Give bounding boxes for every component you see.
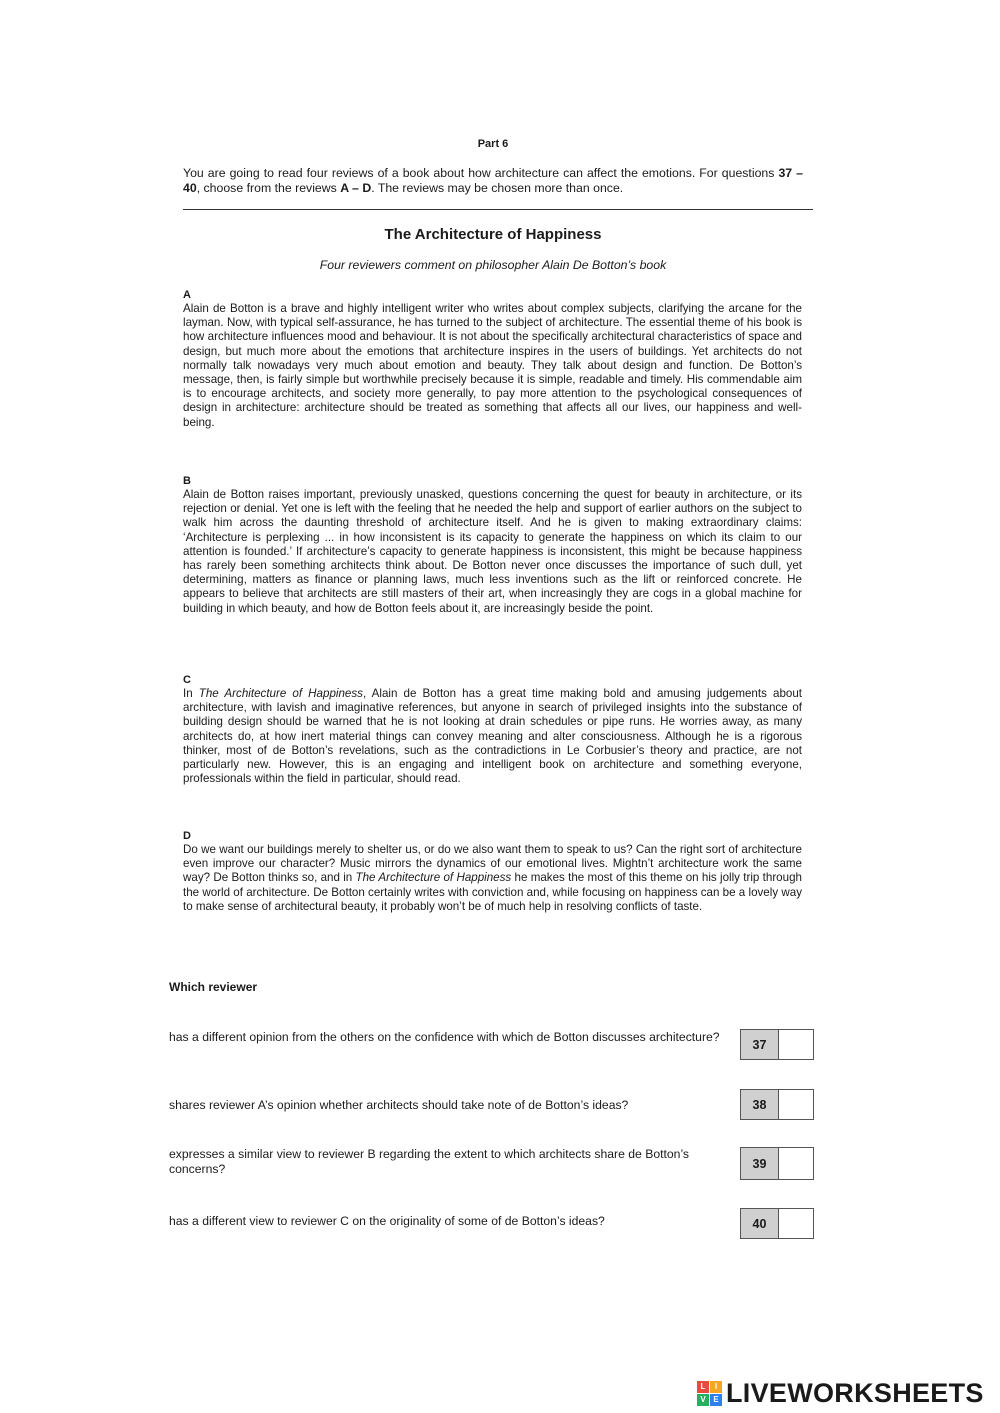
question-39-box bbox=[740, 1147, 814, 1180]
divider bbox=[183, 209, 813, 210]
review-body: Alain de Botton is a brave and highly intelligent writer who writes about complex subjects, clarifying the arcane for the layman. Now, with typical self-assurance, he has turned to the subject of architecture. The essential theme of his book is how architecture influences mood and behaviour. It is not about the specifically architectural characteristics of space and design, but much more about the emotions that architecture inspires in the users of buildings. Yet architects do not normally talk nowadays very much about emotion and beauty. They talk about design and function. De Botton’s message, then, is fairly simple but worthwhile precisely because it is simple, readable and timely. His commendable aim is to encourage architects, and society more generally, to pay more attention to the psychological consequences of design in architecture: architecture should be treated as something that affects all our lives, our happiness and well-being. bbox=[183, 302, 802, 429]
answer-field-40[interactable] bbox=[779, 1209, 813, 1238]
logo-letter: L bbox=[697, 1381, 709, 1393]
document-title: The Architecture of Happiness bbox=[384, 226, 602, 243]
part-title: Part 6 bbox=[477, 138, 509, 150]
question-39-text: expresses a similar view to reviewer B regarding the extent to which architects share de Botton’s concerns? bbox=[169, 1147, 690, 1176]
logo-text: LIVEWORKSHEETS bbox=[726, 1377, 984, 1408]
liveworksheets-logo[interactable] bbox=[697, 1378, 984, 1408]
review-letter: A bbox=[183, 289, 191, 301]
question-38-text: shares reviewer A’s opinion whether architects should take note of de Botton’s ideas? bbox=[169, 1098, 629, 1112]
questions-heading: Which reviewer bbox=[169, 980, 258, 994]
question-number: 39 bbox=[741, 1148, 779, 1179]
answer-field-37[interactable] bbox=[779, 1030, 813, 1059]
review-letter: D bbox=[183, 830, 191, 842]
question-number: 37 bbox=[741, 1030, 779, 1059]
question-number: 38 bbox=[741, 1090, 779, 1119]
review-letter: B bbox=[183, 475, 191, 487]
review-body: Alain de Botton raises important, previously unasked, questions concerning the quest for beauty in architecture, or its rejection or denial. Yet one is left with the feeling that he needed the help and support of earlier authors on the subject to walk him across the daunting threshold of architecture itself. And he is given to making extraordinary claims: ‘Architecture is perplexing ... in how inconsistent is its capacity to generate the happiness on which its claim to our attention is founded.’ If architecture’s capacity to generate happiness is inconsistent, this might be because happiness has rarely been something architects think about. De Botton never once discusses the importance of such dull, yet determining, matters as finance or planning laws, much less inventions such as the lift or reinforced concrete. He appears to believe that architects are still masters of their art, when increasingly they are cogs in a global machine for building in which beauty, and how de Botton feels about it, are increasingly beside the point. bbox=[183, 488, 802, 615]
instructions: You are going to read four reviews of a book about how architecture can affect the emotions. For questions 37 – 40, choose from the reviews A – D. The reviews may be chosen more than once. bbox=[183, 166, 804, 195]
review-letter: C bbox=[183, 674, 191, 686]
answer-field-38[interactable] bbox=[779, 1090, 813, 1119]
document-subtitle: Four reviewers comment on philosopher Alain De Botton’s book bbox=[319, 258, 667, 272]
review-a bbox=[183, 288, 802, 430]
question-40-text: has a different view to reviewer C on the originality of some of de Botton’s ideas? bbox=[169, 1214, 605, 1228]
logo-letter: V bbox=[697, 1394, 709, 1406]
question-number: 40 bbox=[741, 1209, 779, 1238]
question-40-box bbox=[740, 1208, 814, 1239]
logo-letter: E bbox=[710, 1394, 722, 1406]
logo-letter: I bbox=[710, 1381, 722, 1393]
review-d bbox=[183, 829, 802, 914]
review-body: In The Architecture of Happiness, Alain de Botton has a great time making bold and amusing judgements about architecture, with lavish and imaginative references, but anyone in search of privileged insights into the substance of building design should be warned that he is not looking at drain schedules or pipe runs. He worries away, as many architects do, at how inert material things can convey meaning and alter consciousness. Although he is a rigorous thinker, most of de Botton’s revelations, such as the contradictions in Le Corbusier’s theory and practice, are not particularly new. However, this is an engaging and intelligent book on architecture and something everyone, professionals within the field in particular, should read. bbox=[183, 687, 803, 786]
answer-field-39[interactable] bbox=[779, 1148, 813, 1179]
logo-icon bbox=[697, 1381, 722, 1406]
question-37-text: has a different opinion from the others on the confidence with which de Botton discusses architecture? bbox=[169, 1030, 720, 1044]
review-b bbox=[183, 474, 802, 616]
review-c bbox=[183, 673, 802, 786]
question-37-box bbox=[740, 1029, 814, 1060]
review-body: Do we want our buildings merely to shelter us, or do we also want them to speak to us? Can the right sort of architecture even improve our character? Music mirrors the dynamics of our emotional lives. Mightn’t architecture work the same way? De Botton thinks so, and in The Architecture of Happiness he makes the most of this theme on his jolly trip through the world of architecture. De Botton certainly writes with conviction and, while focusing on happiness can be a lovely way to make sense of architectural beauty, it probably won’t be of much help in resolving conflicts of taste. bbox=[183, 843, 802, 913]
question-38-box bbox=[740, 1089, 814, 1120]
